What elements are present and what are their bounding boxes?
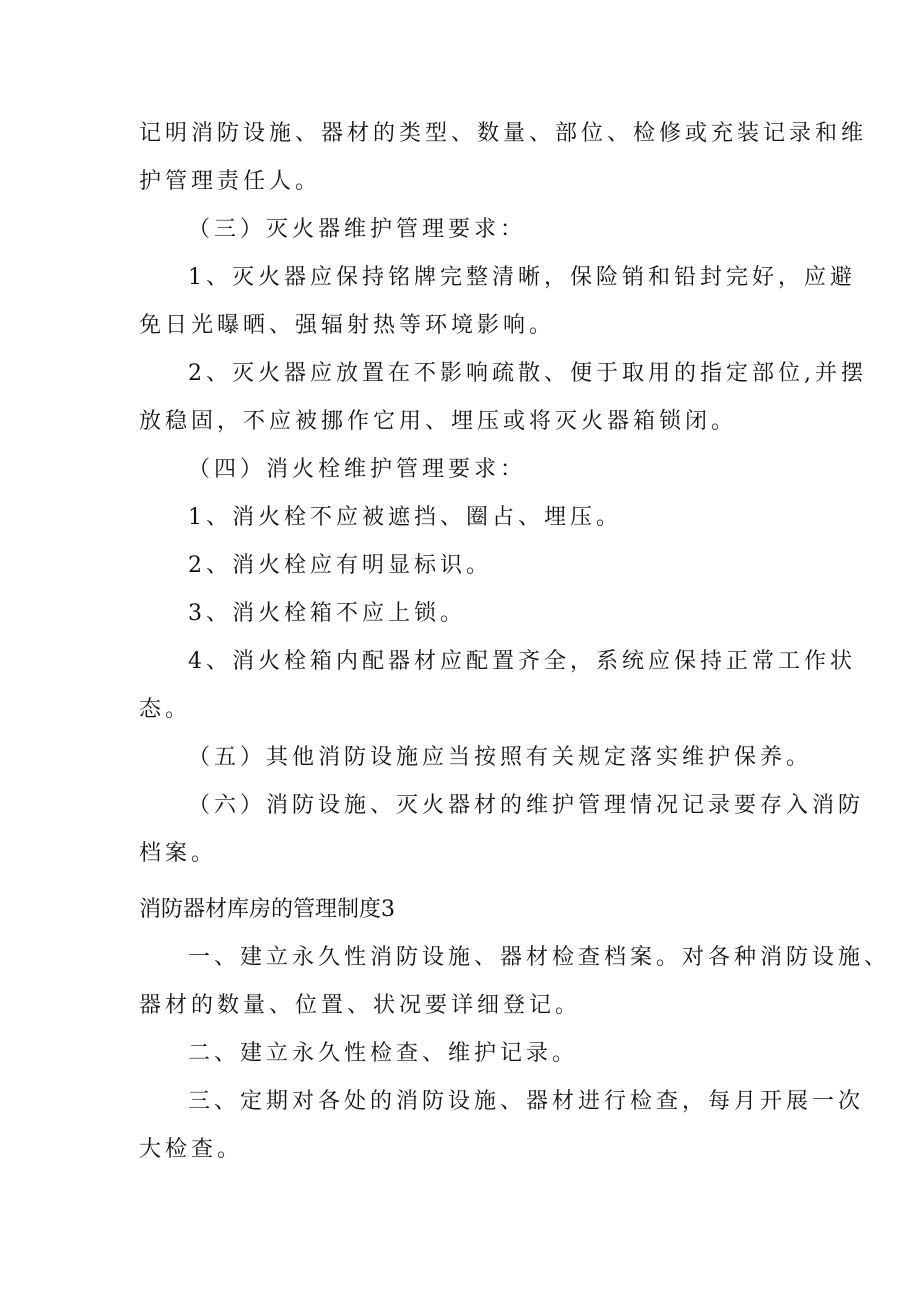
list-item-1-continued: 免日光曝晒、强辐射热等环境影响。 [139, 313, 556, 338]
rule-item-2: 二、建立永久性检查、维护记录。 [188, 1041, 579, 1066]
list-item-4-continued: 态。 [139, 697, 192, 722]
rule-item-3-continued: 大检查。 [139, 1137, 244, 1162]
list-item-3: 3、消火栓箱不应上锁。 [188, 601, 466, 626]
body-text-line: 护管理责任人。 [139, 169, 322, 194]
list-item-2: 2、灭火器应放置在不影响疏散、便于取用的指定部位,并摆 [188, 361, 867, 386]
section-heading-6-continued: 档案。 [139, 841, 218, 866]
list-item-1: 1、灭火器应保持铭牌完整清晰，保险销和铅封完好，应避 [188, 265, 856, 290]
list-item-4: 4、消火栓箱内配器材应配置齐全，系统应保持正常工作状 [188, 649, 856, 674]
body-text-line: 记明消防设施、器材的类型、数量、部位、检修或充装记录和维 [139, 121, 868, 146]
rule-item-1-continued: 器材的数量、位置、状况要详细登记。 [139, 993, 582, 1018]
section-heading-3: （三）灭火器维护管理要求： [188, 217, 527, 242]
section-heading-6: （六）消防设施、灭火器材的维护管理情况记录要存入消防 [188, 793, 865, 818]
section-heading-5: （五）其他消防设施应当按照有关规定落实维护保养。 [188, 745, 813, 770]
chapter-title: 消防器材库房的管理制度3 [139, 897, 395, 922]
rule-item-3: 三、定期对各处的消防设施、器材进行检查，每月开展一次 [188, 1089, 865, 1114]
list-item-1: 1、消火栓不应被遮挡、圈占、埋压。 [188, 505, 622, 530]
rule-item-1: 一、建立永久性消防设施、器材检查档案。对各种消防设施、 [188, 945, 891, 970]
section-heading-4: （四）消火栓维护管理要求： [188, 457, 527, 482]
list-item-2: 2、消火栓应有明显标识。 [188, 553, 492, 578]
list-item-2-continued: 放稳固，不应被挪作它用、埋压或将灭火器箱锁闭。 [139, 409, 738, 434]
